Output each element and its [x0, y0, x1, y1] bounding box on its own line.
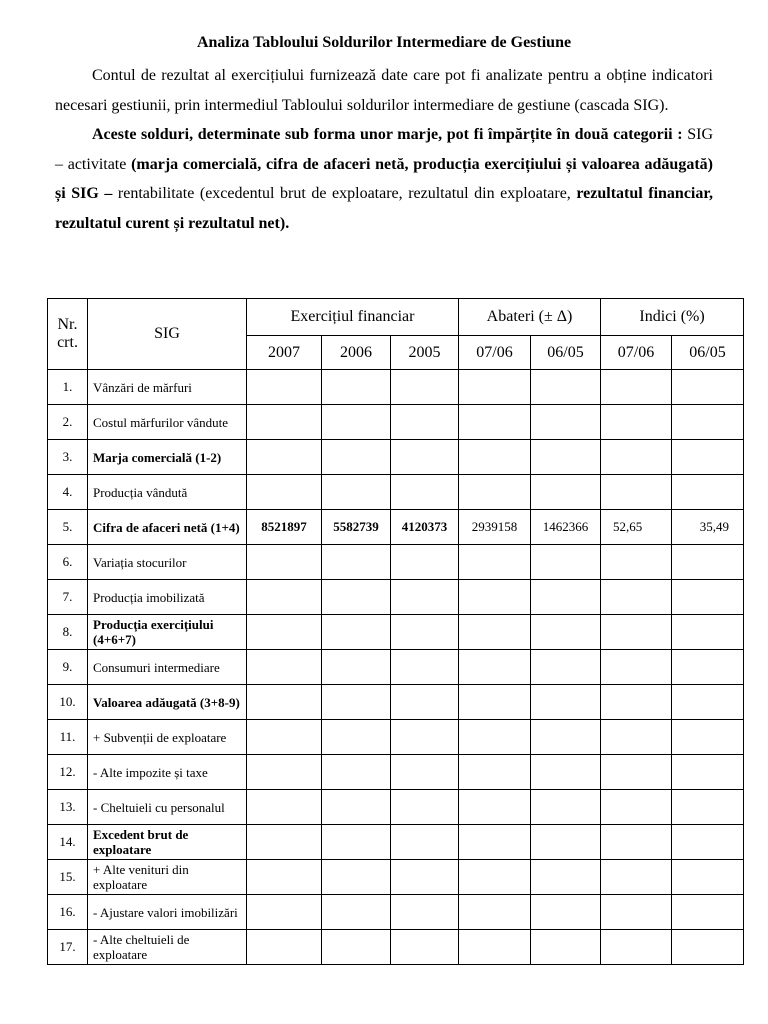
table-row [48, 510, 744, 545]
paragraph-2-part-1: Aceste solduri, determinate sub forma unor marje, pot fi împărțite în două categorii : [92, 126, 683, 143]
header-indici-06-05: 06/05 [672, 336, 744, 370]
row-number: 13. [48, 790, 88, 825]
table-row [48, 685, 744, 720]
intro-text [55, 61, 713, 238]
cell-indici-06-05 [672, 545, 744, 580]
cell-abateri-07-06 [459, 825, 531, 860]
cell-2006 [322, 720, 391, 755]
cell-abateri-07-06 [459, 755, 531, 790]
cell-2006 [322, 475, 391, 510]
header-indici: Indici (%) [601, 299, 744, 336]
row-number: 7. [48, 580, 88, 615]
cell-2005 [391, 580, 459, 615]
cell-2006 [322, 685, 391, 720]
cell-abateri-07-06 [459, 720, 531, 755]
cell-2006 [322, 860, 391, 895]
cell-abateri-07-06 [459, 405, 531, 440]
cell-2005 [391, 475, 459, 510]
cell-indici-06-05 [672, 685, 744, 720]
cell-2005 [391, 370, 459, 405]
cell-abateri-07-06 [459, 895, 531, 930]
cell-2006 [322, 370, 391, 405]
row-number: 14. [48, 825, 88, 860]
cell-indici-07-06 [601, 615, 672, 650]
cell-abateri-07-06 [459, 650, 531, 685]
cell-2006 [322, 930, 391, 965]
cell-abateri-06-05 [531, 685, 601, 720]
row-label: Valoarea adăugată (3+8-9) [88, 685, 247, 720]
cell-indici-07-06 [601, 440, 672, 475]
row-label: + Alte venituri din exploatare [88, 860, 247, 895]
table-row [48, 825, 744, 860]
cell-2005 [391, 615, 459, 650]
cell-2007 [247, 860, 322, 895]
cell-2005 [391, 685, 459, 720]
cell-abateri-07-06: 2939158 [459, 510, 531, 545]
cell-2005: 4120373 [391, 510, 459, 545]
cell-2007 [247, 790, 322, 825]
cell-indici-07-06 [601, 720, 672, 755]
cell-2005 [391, 860, 459, 895]
cell-abateri-06-05 [531, 580, 601, 615]
cell-indici-07-06 [601, 825, 672, 860]
row-label: - Ajustare valori imobilizări [88, 895, 247, 930]
cell-abateri-07-06 [459, 685, 531, 720]
cell-abateri-06-05 [531, 440, 601, 475]
cell-2007 [247, 615, 322, 650]
sig-table-body [48, 370, 744, 965]
row-label: Costul mărfurilor vândute [88, 405, 247, 440]
header-year-2007: 2007 [247, 336, 322, 370]
cell-2007 [247, 580, 322, 615]
row-label: Vânzări de mărfuri [88, 370, 247, 405]
row-number: 8. [48, 615, 88, 650]
cell-2007 [247, 370, 322, 405]
row-number: 6. [48, 545, 88, 580]
document-title: Analiza Tabloului Soldurilor Intermediare de Gestiune [196, 34, 572, 51]
table-row [48, 720, 744, 755]
cell-indici-06-05 [672, 615, 744, 650]
cell-indici-07-06 [601, 580, 672, 615]
header-abateri-06-05: 06/05 [531, 336, 601, 370]
cell-2007 [247, 405, 322, 440]
table-row [48, 755, 744, 790]
cell-abateri-06-05 [531, 755, 601, 790]
cell-indici-06-05 [672, 580, 744, 615]
header-abateri-07-06: 07/06 [459, 336, 531, 370]
cell-abateri-06-05 [531, 825, 601, 860]
cell-2007 [247, 545, 322, 580]
cell-2007: 8521897 [247, 510, 322, 545]
cell-2005 [391, 440, 459, 475]
cell-abateri-07-06 [459, 615, 531, 650]
row-number: 5. [48, 510, 88, 545]
cell-2006 [322, 650, 391, 685]
cell-2006 [322, 755, 391, 790]
header-sig: SIG [88, 299, 247, 370]
cell-2005 [391, 755, 459, 790]
row-label: + Subvenții de exploatare [88, 720, 247, 755]
cell-indici-07-06 [601, 405, 672, 440]
cell-abateri-07-06 [459, 860, 531, 895]
cell-abateri-07-06 [459, 930, 531, 965]
header-indici-07-06: 07/06 [601, 336, 672, 370]
row-label: Producția vândută [88, 475, 247, 510]
cell-indici-07-06 [601, 895, 672, 930]
table-row [48, 370, 744, 405]
cell-2007 [247, 895, 322, 930]
cell-indici-07-06 [601, 545, 672, 580]
table-row [48, 860, 744, 895]
row-label: - Cheltuieli cu personalul [88, 790, 247, 825]
cell-2006 [322, 615, 391, 650]
cell-indici-06-05: 35,49 [672, 510, 744, 545]
header-nr: Nr. crt. [48, 299, 88, 370]
paragraph-2-part-5: rezultatul financiar, rezultatul curent și rezultatul net). [55, 185, 714, 232]
table-row [48, 650, 744, 685]
paragraph-2-part-3: (marja comercială, cifra de afaceri netă, producția exercițiului și valoarea adăugată) și SIG – [55, 155, 713, 202]
cell-indici-07-06 [601, 930, 672, 965]
cell-2006 [322, 440, 391, 475]
cell-indici-06-05 [672, 370, 744, 405]
table-row [48, 615, 744, 650]
table-row [48, 895, 744, 930]
cell-abateri-07-06 [459, 545, 531, 580]
sig-table [47, 298, 744, 965]
cell-2005 [391, 405, 459, 440]
cell-abateri-06-05 [531, 930, 601, 965]
row-label: Marja comercială (1-2) [88, 440, 247, 475]
cell-2007 [247, 685, 322, 720]
cell-indici-06-05 [672, 440, 744, 475]
cell-2005 [391, 650, 459, 685]
row-number: 15. [48, 860, 88, 895]
cell-abateri-06-05: 1462366 [531, 510, 601, 545]
cell-2007 [247, 755, 322, 790]
row-label: - Alte cheltuieli de exploatare [88, 930, 247, 965]
cell-2007 [247, 475, 322, 510]
table-row [48, 580, 744, 615]
cell-2005 [391, 895, 459, 930]
cell-abateri-06-05 [531, 895, 601, 930]
table-row [48, 440, 744, 475]
row-label: Producția exercițiului (4+6+7) [88, 615, 247, 650]
cell-abateri-06-05 [531, 790, 601, 825]
cell-abateri-06-05 [531, 860, 601, 895]
header-abateri: Abateri (± Δ) [459, 299, 601, 336]
cell-indici-06-05 [672, 720, 744, 755]
cell-2007 [247, 825, 322, 860]
cell-abateri-07-06 [459, 790, 531, 825]
row-number: 3. [48, 440, 88, 475]
cell-2007 [247, 650, 322, 685]
cell-2006 [322, 545, 391, 580]
header-year-2005: 2005 [391, 336, 459, 370]
paragraph-2-part-2: SIG – activitate [55, 126, 714, 173]
cell-abateri-06-05 [531, 475, 601, 510]
cell-indici-06-05 [672, 895, 744, 930]
cell-indici-06-05 [672, 790, 744, 825]
row-number: 17. [48, 930, 88, 965]
cell-indici-07-06 [601, 370, 672, 405]
header-exercitiu: Exercițiul financiar [247, 299, 459, 336]
cell-indici-07-06 [601, 475, 672, 510]
cell-abateri-06-05 [531, 615, 601, 650]
row-label: Consumuri intermediare [88, 650, 247, 685]
cell-2006 [322, 895, 391, 930]
cell-indici-06-05 [672, 755, 744, 790]
table-row [48, 545, 744, 580]
row-number: 12. [48, 755, 88, 790]
cell-abateri-07-06 [459, 580, 531, 615]
cell-indici-06-05 [672, 650, 744, 685]
row-label: Cifra de afaceri netă (1+4) [88, 510, 247, 545]
cell-indici-07-06 [601, 650, 672, 685]
row-label: Producția imobilizată [88, 580, 247, 615]
table-row [48, 790, 744, 825]
cell-indici-06-05 [672, 825, 744, 860]
row-number: 9. [48, 650, 88, 685]
cell-abateri-07-06 [459, 475, 531, 510]
paragraph-2-part-4: rentabilitate (excedentul brut de exploatare, rezultatul din exploatare, [112, 185, 577, 202]
cell-2006: 5582739 [322, 510, 391, 545]
row-number: 2. [48, 405, 88, 440]
cell-2005 [391, 930, 459, 965]
cell-indici-07-06 [601, 685, 672, 720]
cell-2006 [322, 405, 391, 440]
cell-abateri-06-05 [531, 370, 601, 405]
cell-2005 [391, 825, 459, 860]
cell-2006 [322, 825, 391, 860]
row-number: 4. [48, 475, 88, 510]
row-label: - Alte impozite și taxe [88, 755, 247, 790]
table-row [48, 475, 744, 510]
cell-2007 [247, 720, 322, 755]
cell-abateri-06-05 [531, 650, 601, 685]
cell-2005 [391, 790, 459, 825]
cell-2006 [322, 790, 391, 825]
table-row [48, 930, 744, 965]
cell-2007 [247, 440, 322, 475]
row-number: 11. [48, 720, 88, 755]
cell-abateri-07-06 [459, 370, 531, 405]
cell-indici-07-06 [601, 790, 672, 825]
cell-indici-06-05 [672, 475, 744, 510]
row-number: 1. [48, 370, 88, 405]
cell-abateri-06-05 [531, 545, 601, 580]
cell-2005 [391, 720, 459, 755]
cell-indici-07-06: 52,65 [601, 510, 672, 545]
cell-indici-07-06 [601, 860, 672, 895]
cell-2006 [322, 580, 391, 615]
paragraph-1: Contul de rezultat al exercițiului furnizează date care pot fi analizate pentru a obține indicatori necesari gestiunii, prin intermediul Tabloului soldurilor intermediare de gestiune (cascada SIG). [55, 67, 713, 114]
row-label: Variația stocurilor [88, 545, 247, 580]
header-year-2006: 2006 [322, 336, 391, 370]
row-label: Excedent brut de exploatare [88, 825, 247, 860]
cell-2005 [391, 545, 459, 580]
cell-abateri-06-05 [531, 720, 601, 755]
cell-indici-06-05 [672, 405, 744, 440]
cell-abateri-07-06 [459, 440, 531, 475]
paragraph-2 [55, 120, 713, 238]
row-number: 10. [48, 685, 88, 720]
cell-indici-06-05 [672, 930, 744, 965]
cell-indici-07-06 [601, 755, 672, 790]
row-number: 16. [48, 895, 88, 930]
cell-2007 [247, 930, 322, 965]
table-row [48, 405, 744, 440]
cell-abateri-06-05 [531, 405, 601, 440]
cell-indici-06-05 [672, 860, 744, 895]
